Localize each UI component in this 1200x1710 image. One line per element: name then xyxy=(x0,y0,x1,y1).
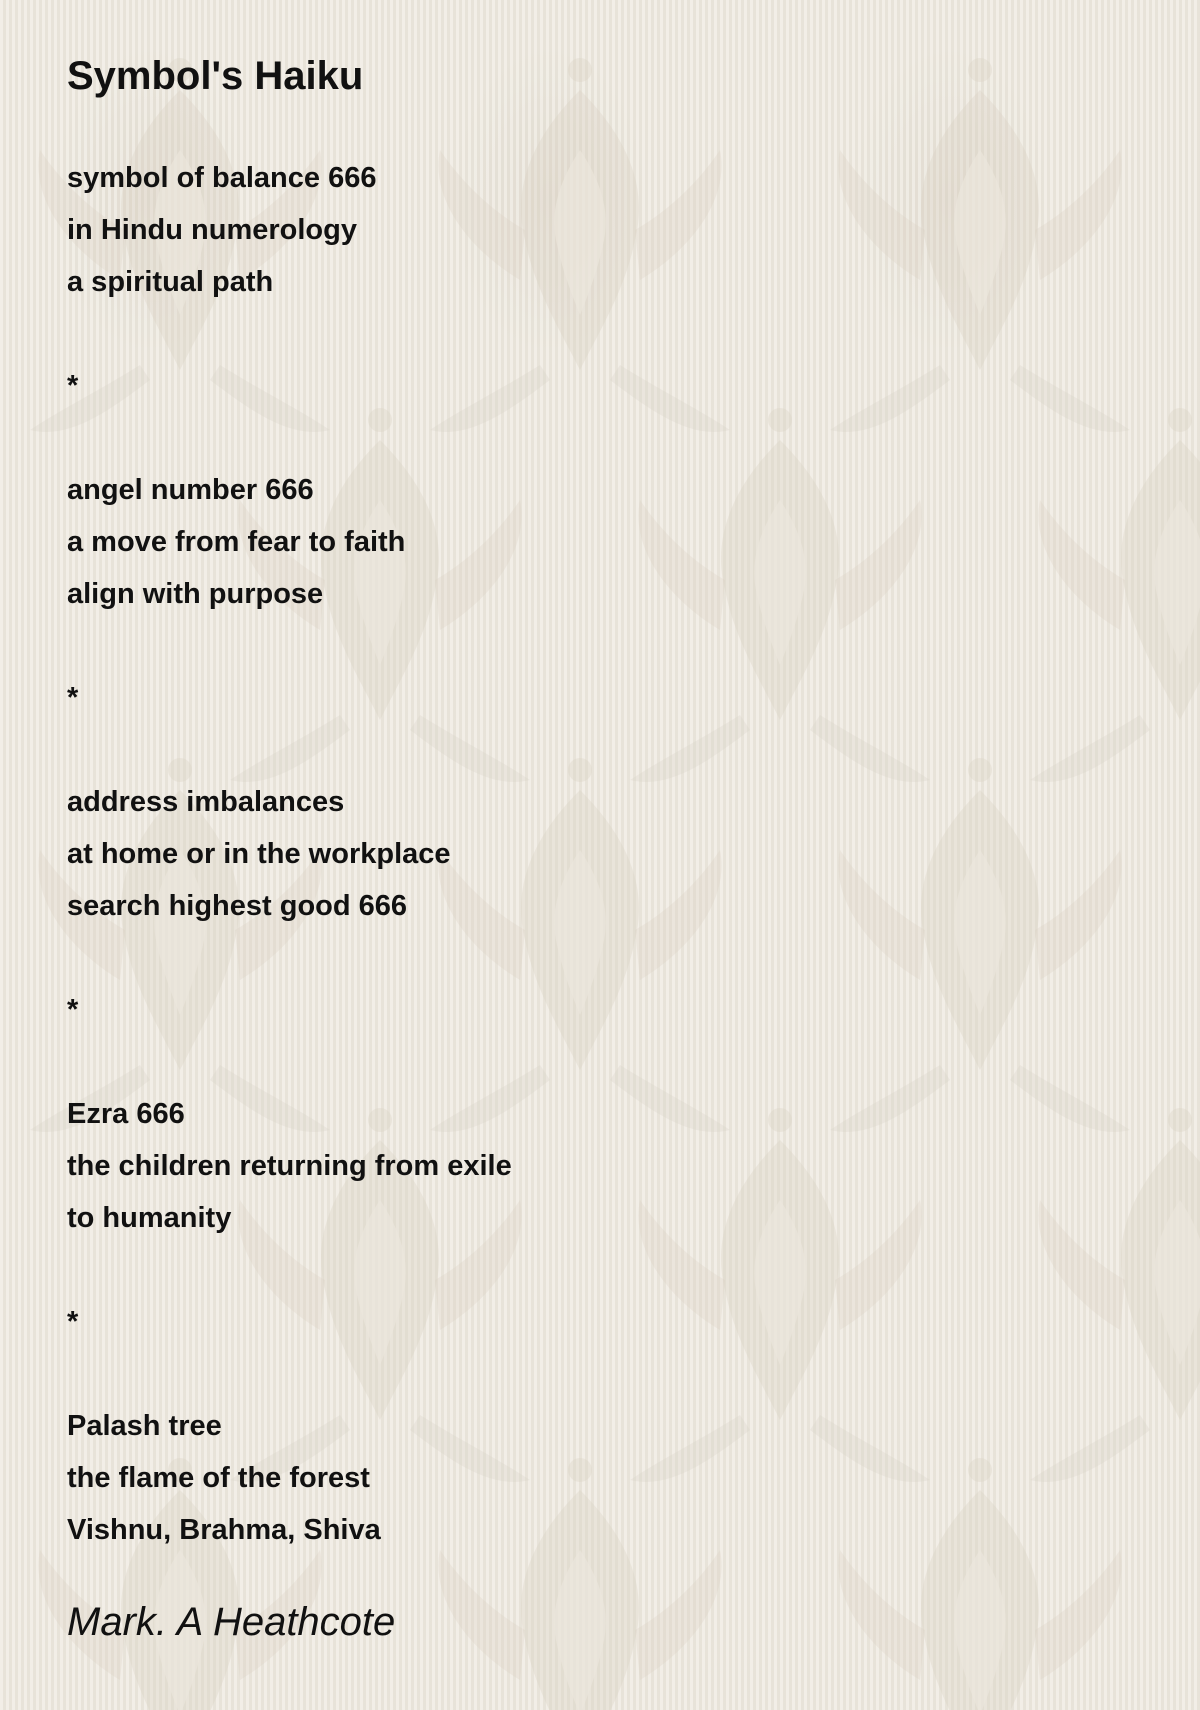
poem-line: the children returning from exile xyxy=(67,1150,512,1182)
stanza-separator: * xyxy=(67,370,79,402)
poem-line: Palash tree xyxy=(67,1410,222,1442)
poem-line: the flame of the forest xyxy=(67,1462,370,1494)
poem-page xyxy=(67,48,1127,1650)
stanza-separator: * xyxy=(67,994,79,1026)
poem-line: Ezra 666 xyxy=(67,1098,185,1130)
poem-title: Symbol's Haiku xyxy=(67,54,364,98)
poem-line: search highest good 666 xyxy=(67,890,408,922)
poem-line: in Hindu numerology xyxy=(67,214,357,246)
poem-line: align with purpose xyxy=(67,578,324,610)
stanza-separator: * xyxy=(67,1306,79,1338)
poem-line: to humanity xyxy=(67,1202,232,1234)
stanza-5 xyxy=(67,1400,1127,1556)
stanza-2 xyxy=(67,464,1127,620)
poem-author: Mark. A Heathcote xyxy=(67,1600,396,1644)
stanza-1 xyxy=(67,152,1127,308)
poem-body xyxy=(67,152,1127,1556)
poem-line: symbol of balance 666 xyxy=(67,162,377,194)
poem-line: at home or in the workplace xyxy=(67,838,451,870)
poem-line: a move from fear to faith xyxy=(67,526,406,558)
poem-line: address imbalances xyxy=(67,786,345,818)
poem-line: Vishnu, Brahma, Shiva xyxy=(67,1514,381,1546)
poem-line: a spiritual path xyxy=(67,266,274,298)
stanza-separator: * xyxy=(67,682,79,714)
stanza-3 xyxy=(67,776,1127,932)
poem-line: angel number 666 xyxy=(67,474,314,506)
stanza-4 xyxy=(67,1088,1127,1244)
